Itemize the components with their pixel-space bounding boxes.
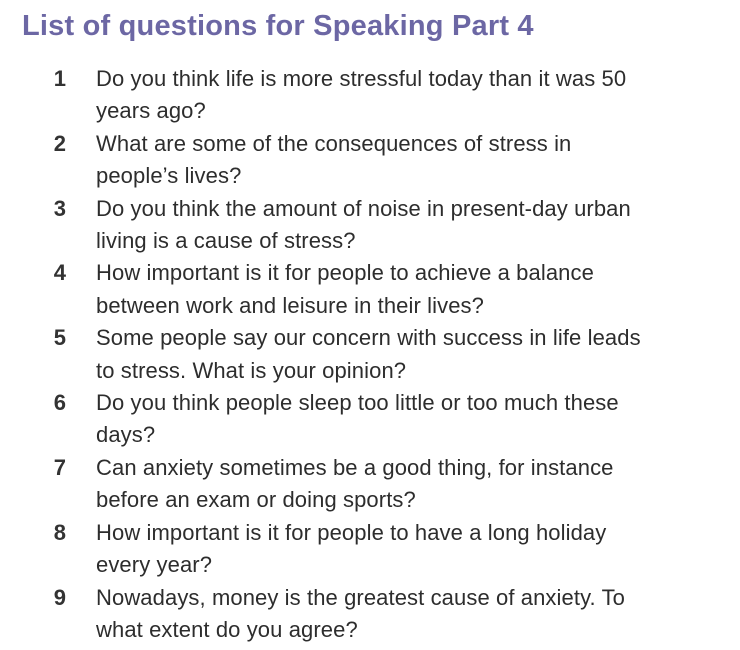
question-line: days?	[96, 422, 156, 448]
question-line: Do you think people sleep too little or too much these	[96, 390, 619, 416]
question-line: How important is it for people to have a long holiday	[96, 519, 607, 545]
question-text	[96, 322, 641, 387]
question-number: 1	[53, 66, 66, 91]
question-text	[96, 128, 571, 193]
question-line: Do you think the amount of noise in present-day urban	[96, 195, 631, 221]
question-text	[96, 452, 614, 517]
question-list	[22, 63, 720, 646]
question-text	[96, 63, 626, 128]
question-line: Nowadays, money is the greatest cause of anxiety. To	[96, 584, 625, 610]
question-text	[96, 387, 619, 452]
question-text	[96, 257, 594, 322]
question-line: Can anxiety sometimes be a good thing, for instance	[96, 454, 614, 480]
question-line: Some people say our concern with success in life leads	[96, 325, 641, 351]
question-line: Do you think life is more stressful today than it was 50	[96, 66, 627, 91]
list-item	[22, 452, 720, 517]
question-text	[96, 193, 631, 258]
list-item	[22, 582, 720, 647]
question-line: years ago?	[96, 98, 206, 124]
question-number: 5	[53, 325, 66, 351]
question-number: 9	[53, 584, 66, 610]
question-number: 3	[53, 195, 66, 221]
question-text	[96, 582, 625, 647]
question-line: living is a cause of stress?	[96, 228, 356, 254]
list-item	[22, 517, 720, 582]
list-item	[22, 322, 720, 387]
question-line: What are some of the consequences of stress in	[96, 130, 572, 156]
question-number: 7	[53, 454, 66, 480]
question-line: to stress. What is your opinion?	[96, 357, 407, 383]
question-number: 6	[53, 390, 66, 416]
question-number: 4	[53, 260, 66, 286]
question-line: every year?	[96, 552, 213, 578]
question-text	[96, 517, 606, 582]
question-number: 2	[53, 130, 66, 156]
list-item	[22, 387, 720, 452]
list-item	[22, 63, 720, 128]
question-line: How important is it for people to achieve a balance	[96, 260, 594, 286]
question-line: people’s lives?	[96, 163, 242, 189]
question-line: what extent do you agree?	[96, 616, 358, 642]
page-title: List of questions for Speaking Part 4	[22, 10, 534, 42]
list-item	[22, 257, 720, 322]
list-item	[22, 193, 720, 258]
list-item	[22, 128, 720, 193]
question-line: between work and leisure in their lives?	[96, 292, 484, 318]
question-number: 8	[53, 519, 66, 545]
question-line: before an exam or doing sports?	[96, 487, 416, 513]
